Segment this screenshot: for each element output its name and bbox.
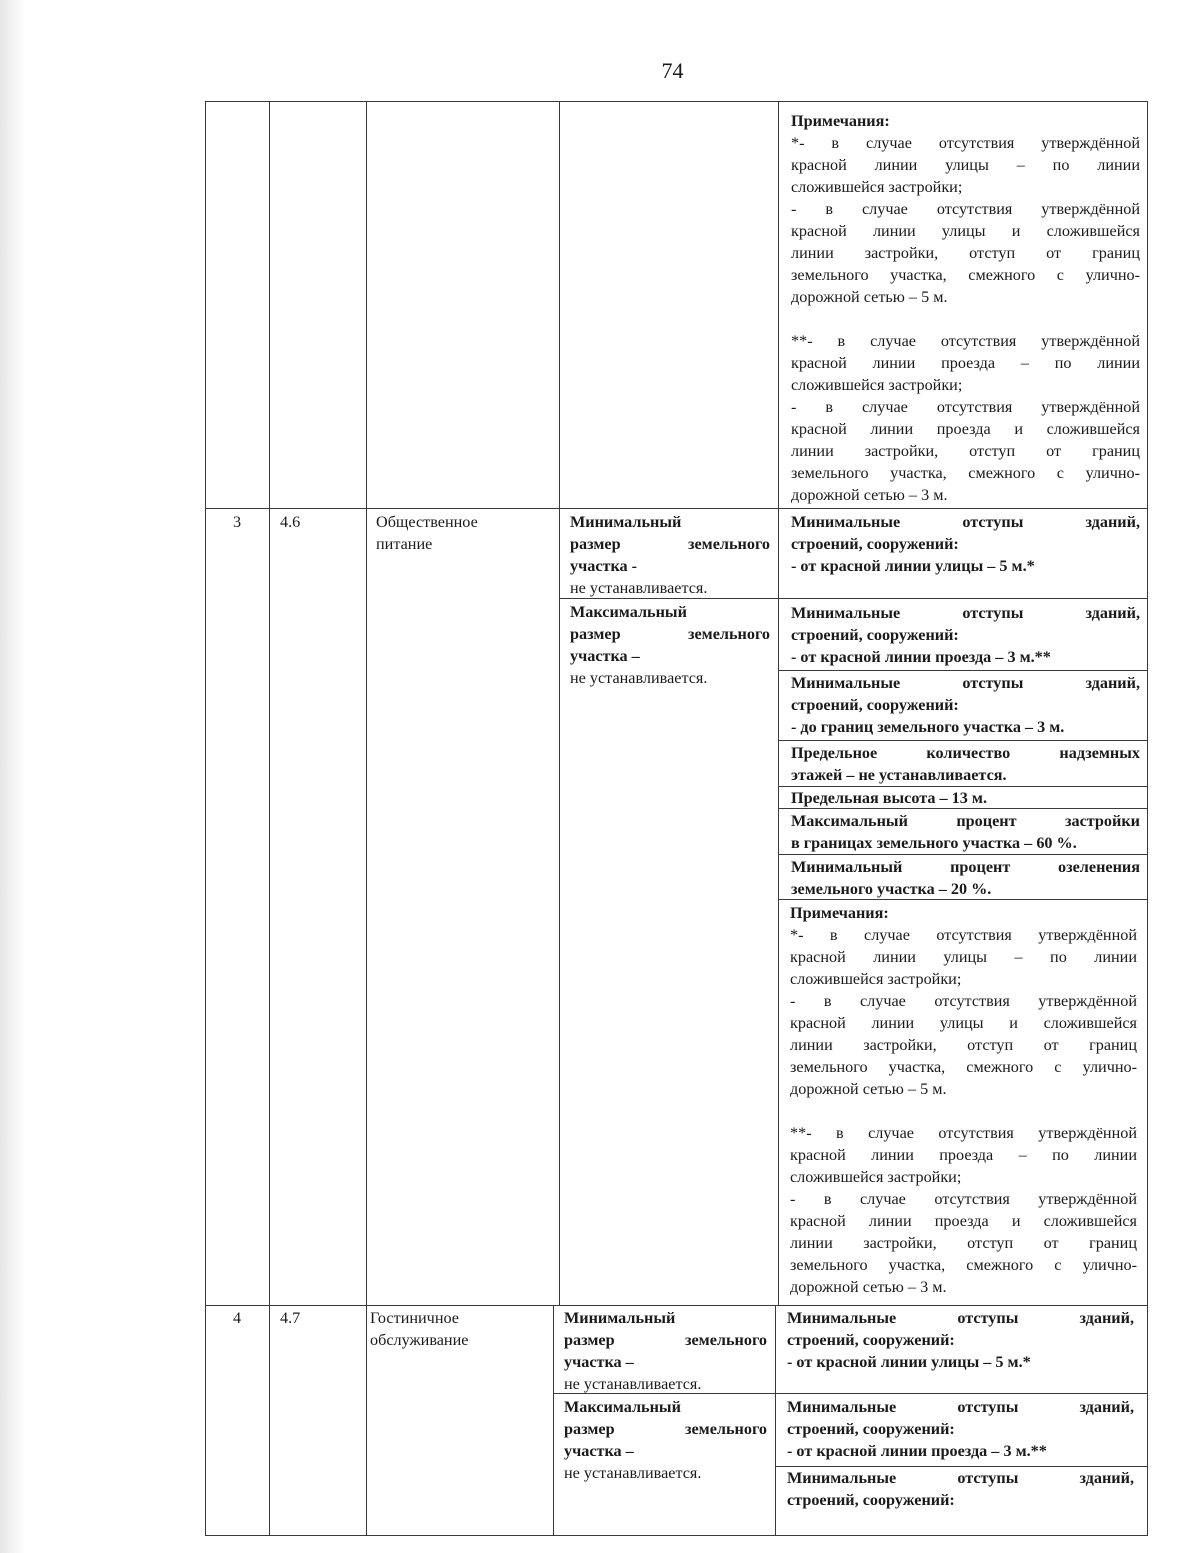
row3-param-line: - от красной линии улицы – 5 м.* [791, 557, 1035, 575]
row4-min-size-value: не устанавливается. [564, 1375, 702, 1393]
row3-notes-line: сложившейся застройки; [790, 970, 962, 988]
row3-param-sep-5 [778, 854, 1148, 855]
table-bottom-border [205, 1535, 1148, 1536]
row3-notes-line: линии застройки, отступ от границ [790, 1036, 1137, 1054]
notes-top-line: красной линии улицы и сложившейся [791, 222, 1140, 240]
notes-top-line: - в случае отсутствия утверждённой [791, 398, 1140, 416]
row3-param-line: Максимальный процент застройки [791, 812, 1140, 830]
row4-name-line: обслуживание [370, 1331, 469, 1349]
row3-param-line: Минимальные отступы зданий, [791, 513, 1140, 531]
row3-notes-title: Примечания: [790, 904, 889, 922]
row3-notes-line: - в случае отсутствия утверждённой [790, 1190, 1137, 1208]
row4-max-size [564, 1396, 767, 1484]
row3-param-green-percent [791, 856, 1140, 900]
row3-min-size-mid: размер земельного [570, 535, 770, 553]
row3-notes-line: *- в случае отсутствия утверждённой [790, 926, 1137, 944]
row4-param-line: Минимальные отступы зданий, [787, 1309, 1134, 1327]
row3-code: 4.6 [280, 513, 301, 531]
row3-param-line: Минимальный процент озеленения [791, 858, 1140, 876]
row4-code: 4.7 [280, 1309, 301, 1327]
row3-notes-line: линии застройки, отступ от границ [790, 1234, 1137, 1252]
row4-max-size-title: Максимальный [564, 1398, 681, 1416]
row3-notes-line: красной линии проезда – по линии [790, 1146, 1137, 1164]
row3-notes-line: **- в случае отсутствия утверждённой [790, 1124, 1137, 1142]
row3-max-size-mid: размер земельного [570, 625, 770, 643]
row3-notes-line: земельного участка, смежного с улично- [790, 1058, 1137, 1076]
col-border-right [1147, 101, 1148, 1536]
row4-param-line: - от красной линии улицы – 5 м.* [787, 1353, 1031, 1371]
row4-min-size-title: Минимальный [564, 1309, 676, 1327]
row4-min-size-third: участка – [564, 1353, 634, 1371]
row3-param-line: строений, сооружений: [791, 535, 959, 553]
row3-notes-line: красной линии улицы и сложившейся [790, 1014, 1137, 1032]
row4-param-setback-boundary [787, 1467, 1134, 1511]
row3-name-line: питание [376, 535, 433, 553]
row4-max-size-value: не устанавливается. [564, 1464, 702, 1482]
notes-top-line: - в случае отсутствия утверждённой [791, 200, 1140, 218]
notes-top-blank [791, 308, 1140, 330]
row3-param-front-setback-street [791, 511, 1140, 577]
row3-param-line: Предельное количество надземных [791, 744, 1140, 762]
row3-max-size [570, 601, 770, 689]
row4-param-setback-passage [787, 1396, 1134, 1462]
notes-top-line: дорожной сетью – 5 м. [791, 288, 948, 306]
row3-param-sep-1 [778, 670, 1148, 671]
row3-notes-line: дорожной сетью – 3 м. [790, 1278, 947, 1296]
col-border-1 [269, 101, 270, 1536]
col-border-4-lower [775, 1305, 776, 1536]
row4-param-line: Минимальные отступы зданий, [787, 1469, 1134, 1487]
row3-name-line: Общественное [376, 513, 478, 531]
row3-min-size-title: Минимальный [570, 513, 682, 531]
notes-top-line: дорожной сетью – 3 м. [791, 486, 948, 504]
row3-param-line: строений, сооружений: [791, 696, 959, 714]
row3-param-line: в границах земельного участка – 60 %. [791, 834, 1077, 852]
row4-param-line: строений, сооружений: [787, 1491, 955, 1509]
row3-param-line: - от красной линии проезда – 3 м.** [791, 648, 1051, 666]
col-border-3-upper [559, 101, 560, 1306]
row4-min-size [564, 1307, 767, 1395]
row3-param-build-percent [791, 810, 1140, 854]
col-border-4-upper [778, 101, 779, 1306]
notes-top-line: линии застройки, отступ от границ [791, 244, 1140, 262]
col-border-3-lower [553, 1305, 554, 1536]
notes-top-line: красной линии проезда – по линии [791, 354, 1140, 372]
row3-param-line: Минимальные отступы зданий, [791, 604, 1140, 622]
row3-param-line: строений, сооружений: [791, 626, 959, 644]
row3-param-line: этажей – не устанавливается. [791, 766, 1007, 784]
row3-param-line: земельного участка – 20 %. [791, 880, 992, 898]
notes-top [791, 110, 1140, 506]
notes-top-title: Примечания: [791, 112, 890, 130]
row4-param-setback-street [787, 1307, 1134, 1373]
notes-top-line: красной линии проезда и сложившейся [791, 420, 1140, 438]
row4-param-line: строений, сооружений: [787, 1331, 955, 1349]
row4-param-line: строений, сооружений: [787, 1420, 955, 1438]
row4-number: 4 [232, 1309, 242, 1327]
notes-top-line: красной линии улицы – по линии [791, 156, 1140, 174]
row4-max-size-third: участка – [564, 1442, 634, 1460]
row-separator-4 [205, 1305, 1148, 1306]
row3-min-size-third: участка - [570, 557, 638, 575]
row4-min-size-mid: размер земельного [564, 1331, 767, 1349]
notes-top-line: земельного участка, смежного с улично- [791, 266, 1140, 284]
row-separator-3 [205, 508, 1148, 509]
row3-param-setback-boundary [791, 672, 1140, 738]
row3-param-height [791, 787, 1140, 809]
notes-top-line: *- в случае отсутствия утверждённой [791, 134, 1140, 152]
row3-notes-blank [790, 1100, 1137, 1122]
row3-param-setback-passage [791, 602, 1140, 668]
table-top-border [205, 101, 1148, 102]
row3-min-size [570, 511, 770, 599]
row3-param-line: Предельная высота – 13 м. [791, 789, 987, 807]
row4-name-line: Гостиничное [370, 1309, 459, 1327]
row4-param-line: Минимальные отступы зданий, [787, 1398, 1134, 1416]
row3-param-sep-2 [778, 740, 1148, 741]
row4-name [370, 1307, 550, 1351]
notes-top-line: **- в случае отсутствия утверждённой [791, 332, 1140, 350]
row3-min-size-value: не устанавливается. [570, 579, 708, 597]
row3-notes-line: сложившейся застройки; [790, 1168, 962, 1186]
row3-notes [790, 902, 1137, 1298]
row3-param-floors [791, 742, 1140, 786]
notes-top-line: сложившейся застройки; [791, 178, 963, 196]
row3-max-size-value: не устанавливается. [570, 669, 708, 687]
row3-notes-line: - в случае отсутствия утверждённой [790, 992, 1137, 1010]
notes-top-line: линии застройки, отступ от границ [791, 442, 1140, 460]
col-border-2 [366, 101, 367, 1536]
row3-max-size-third: участка – [570, 647, 640, 665]
page-number: 74 [661, 58, 684, 83]
notes-top-line: земельного участка, смежного с улично- [791, 464, 1140, 482]
row3-max-size-title: Максимальный [570, 603, 687, 621]
row3-notes-line: дорожной сетью – 5 м. [790, 1080, 947, 1098]
row3-notes-line: земельного участка, смежного с улично- [790, 1256, 1137, 1274]
row3-number: 3 [232, 513, 242, 531]
row4-max-size-mid: размер земельного [564, 1420, 767, 1438]
row3-notes-line: красной линии проезда и сложившейся [790, 1212, 1137, 1230]
row3-notes-line: красной линии улицы – по линии [790, 948, 1137, 966]
row3-param-line: - до границ земельного участка – 3 м. [791, 718, 1065, 736]
notes-top-line: сложившейся застройки; [791, 376, 963, 394]
row4-param-line: - от красной линии проезда – 3 м.** [787, 1442, 1047, 1460]
row3-param-line: Минимальные отступы зданий, [791, 674, 1140, 692]
row3-name [376, 511, 554, 555]
